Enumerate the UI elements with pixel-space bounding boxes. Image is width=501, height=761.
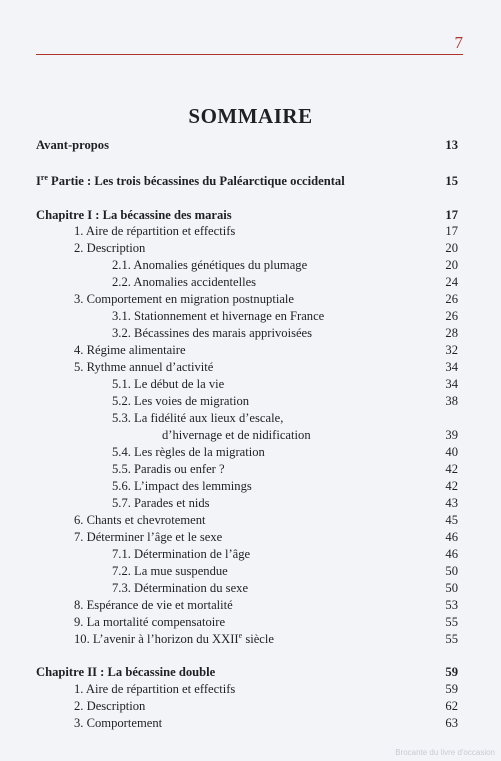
toc-entry-label: 7.3. Détermination du sexe: [112, 581, 249, 595]
toc-entry-label: Chapitre II : La bécassine double: [36, 665, 216, 679]
toc-entry-page: 20: [445, 258, 458, 272]
toc-entry-label: 5.1. Le début de la vie: [112, 377, 225, 391]
toc-entry-label: [74, 631, 274, 647]
toc-entry-page: 20: [445, 241, 458, 255]
toc-entry-page: 62: [445, 699, 458, 713]
toc-entry-label: 2. Description: [74, 241, 146, 255]
toc-entry-page: 26: [445, 292, 458, 306]
toc-entry-label: 3. Comportement en migration postnuptiale: [74, 292, 295, 306]
toc-entry-label: 7.1. Détermination de l’âge: [112, 547, 251, 561]
toc-entry-page: 38: [445, 394, 458, 408]
toc-entry-label: 3.1. Stationnement et hivernage en France: [112, 309, 325, 323]
toc-entry-label: 9. La mortalité compensatoire: [74, 615, 226, 629]
toc-entry-label: 5.5. Paradis ou enfer ?: [112, 462, 225, 476]
toc-entry-label: [36, 173, 345, 189]
toc-entry-page: 53: [445, 598, 458, 612]
toc-entry-label-rest: Partie : Les trois bécassines du Paléarctique occidental: [47, 174, 345, 188]
toc-entry-label: 4. Régime alimentaire: [74, 343, 186, 357]
toc-entry-label: 5.7. Parades et nids: [112, 496, 210, 510]
toc-entry-page: 17: [445, 208, 458, 222]
toc-entry-label: 5.4. Les règles de la migration: [112, 445, 265, 459]
toc-entry-page: 15: [445, 174, 458, 188]
toc-entry-label-superscript: e: [238, 630, 243, 640]
toc-entry-page: 50: [445, 581, 458, 595]
toc-entry-label: 5.3. La fidélité aux lieux d’escale,: [112, 411, 284, 425]
page-number: 7: [454, 33, 463, 52]
toc-entry-page: 24: [445, 275, 458, 289]
toc-entry-label: 1. Aire de répartition et effectifs: [74, 682, 236, 696]
toc-entry-label: 7. Déterminer l’âge et le sexe: [74, 530, 223, 544]
toc-entry-page: 55: [445, 615, 458, 629]
watermark-text: Brocante du livre d'occasion: [395, 748, 495, 757]
toc-entry-label: 3.2. Bécassines des marais apprivoisées: [112, 326, 313, 340]
toc-entry-label: 6. Chants et chevrotement: [74, 513, 206, 527]
toc-entry-page: 45: [445, 513, 458, 527]
toc-entry-page: 59: [445, 682, 458, 696]
toc-entry-page: 46: [445, 547, 458, 561]
toc-entry-page: 17: [445, 224, 458, 238]
toc-entry-label: 1. Aire de répartition et effectifs: [74, 224, 236, 238]
toc-entry-page: 46: [445, 530, 458, 544]
toc-entry-page: 42: [445, 462, 458, 476]
toc-entry-label: 2.1. Anomalies génétiques du plumage: [112, 258, 308, 272]
toc-entry-page: 40: [445, 445, 458, 459]
toc-entry-label: 2. Description: [74, 699, 146, 713]
toc-entry-page: 39: [445, 428, 458, 442]
toc-entry-label: d’hivernage et de nidification: [162, 428, 311, 442]
toc-entry-label-superscript: re: [40, 172, 48, 182]
toc-entry-page: 34: [445, 377, 458, 391]
toc-entry-page: 42: [445, 479, 458, 493]
toc-entry-label-rest: siècle: [242, 632, 274, 646]
toc-entry-page: 43: [445, 496, 458, 510]
toc-entry-page: 59: [445, 665, 458, 679]
toc-entry-label: 5.2. Les voies de migration: [112, 394, 250, 408]
page-title: SOMMAIRE: [188, 104, 313, 128]
toc-entry-page: 26: [445, 309, 458, 323]
toc-entry-page: 32: [445, 343, 458, 357]
toc-entry-label: 8. Espérance de vie et mortalité: [74, 598, 233, 612]
toc-entry-page: 13: [445, 138, 458, 152]
toc-entry-label: Avant-propos: [36, 138, 110, 152]
toc-entry-page: 28: [445, 326, 458, 340]
toc-entry-label: 5. Rythme annuel d’activité: [74, 360, 214, 374]
toc-entry-label: Chapitre I : La bécassine des marais: [36, 208, 232, 222]
toc-entry-page: 50: [445, 564, 458, 578]
toc-entry-label-prefix: I: [36, 174, 41, 188]
toc-entry-page: 55: [445, 632, 458, 646]
toc-entry-page: 63: [445, 716, 458, 730]
toc-entry-label: 2.2. Anomalies accidentelles: [112, 275, 257, 289]
toc-entry-label: 3. Comportement: [74, 716, 163, 730]
toc-entry-label-prefix: 10. L’avenir à l’horizon du XXII: [74, 632, 239, 646]
toc-entry-label: 7.2. La mue suspendue: [112, 564, 228, 578]
toc-entry-label: 5.6. L’impact des lemmings: [112, 479, 252, 493]
toc-entry-page: 34: [445, 360, 458, 374]
